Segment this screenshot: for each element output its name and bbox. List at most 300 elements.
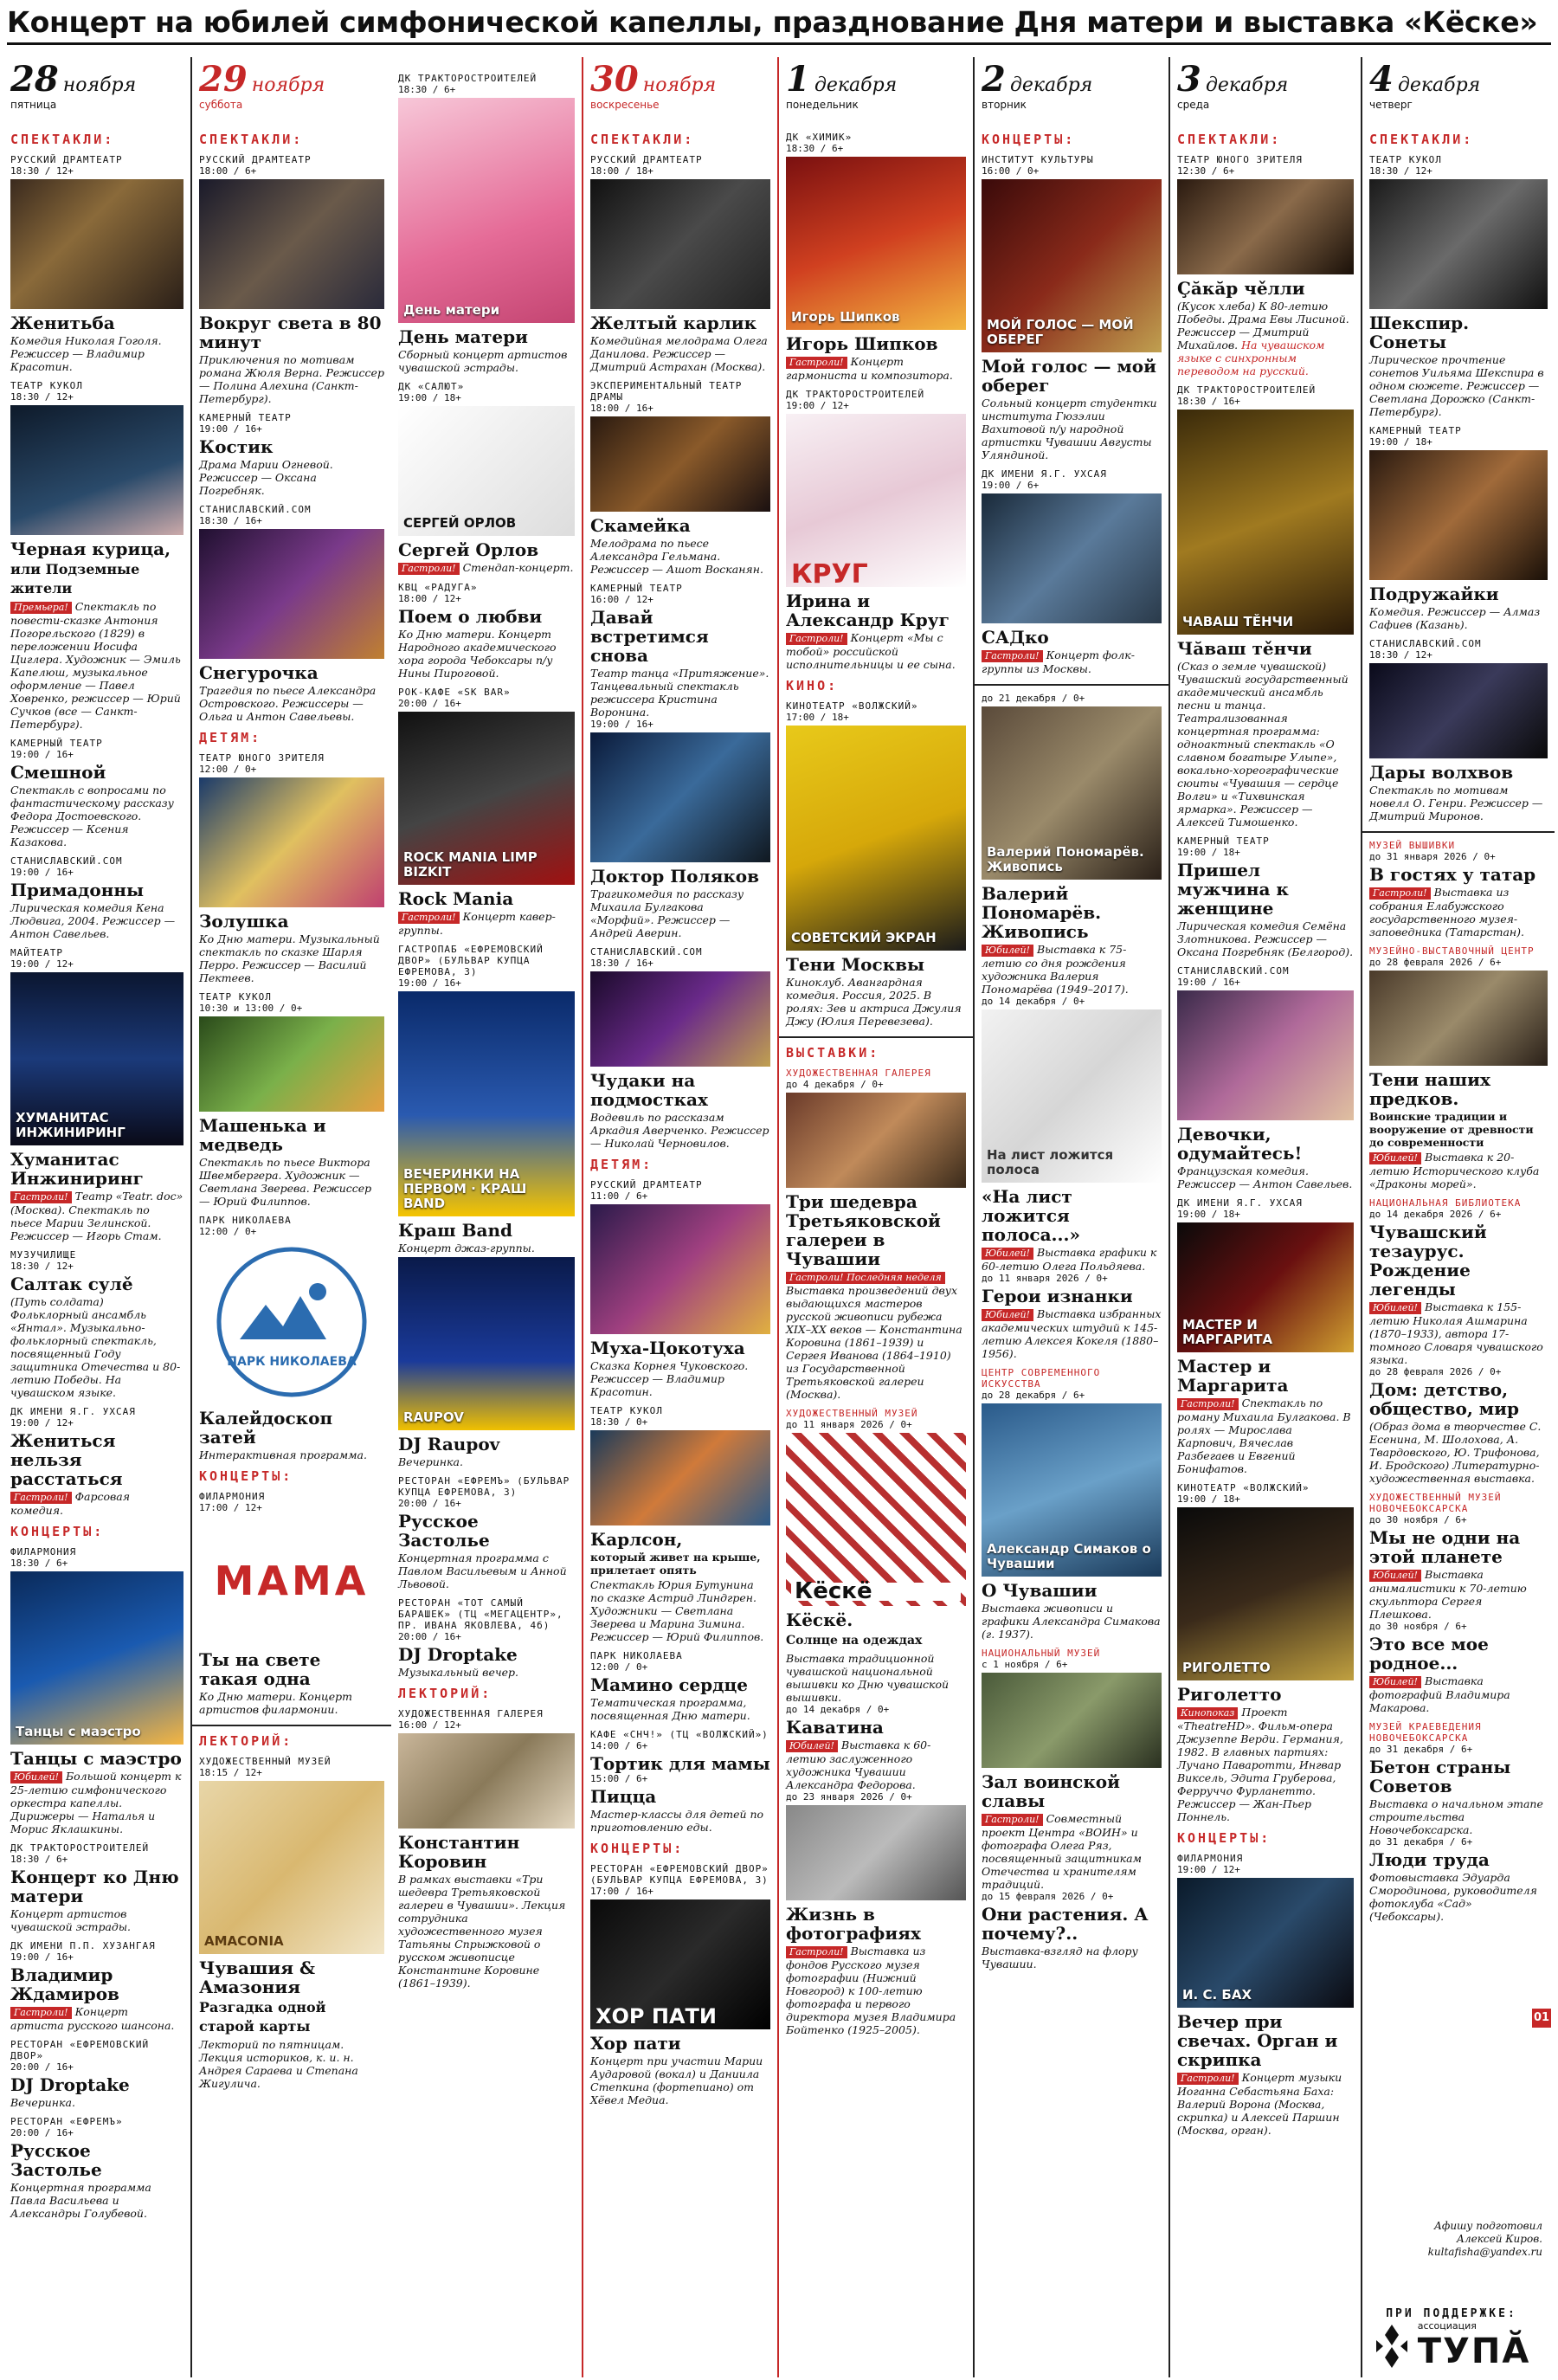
venue: МУЗЕЙНО-ВЫСТАВОЧНЫЙ ЦЕНТР bbox=[1369, 945, 1535, 957]
event-card bbox=[10, 1842, 183, 1933]
venue: СТАНИСЛАВСКИЙ.COM bbox=[199, 504, 312, 515]
event-title: Три шедевра Третьяковской галереи в Чувашии bbox=[786, 1191, 941, 1269]
venue: ТЕАТР ЮНОГО ЗРИТЕЛЯ bbox=[199, 752, 325, 764]
event-title: Чăваш тěнчи bbox=[1177, 638, 1312, 659]
event-title: Мастер и Маргарита bbox=[1177, 1356, 1289, 1396]
status-badge: Гастроли! bbox=[398, 563, 460, 575]
time: 12:00 / 0+ bbox=[199, 764, 257, 775]
venue: ИНСТИТУТ КУЛЬТУРЫ bbox=[982, 154, 1094, 165]
event-photo bbox=[590, 1204, 770, 1334]
event-card bbox=[982, 996, 1162, 1273]
venue: ДК ТРАКТОРОСТРОИТЕЛЕЙ bbox=[10, 1842, 150, 1854]
event-title: Черная курица, bbox=[10, 539, 171, 559]
status-badge: Юбилей! bbox=[1369, 1302, 1421, 1314]
day-column-nov30 bbox=[583, 57, 779, 2377]
event-photo bbox=[786, 1093, 966, 1188]
venue: КИНОТЕАТР «ВОЛЖСКИЙ» bbox=[1177, 1482, 1310, 1493]
event-photo bbox=[199, 777, 384, 907]
event-desc: Гастроли! Стендап-концерт. bbox=[398, 561, 575, 575]
event-card bbox=[1369, 945, 1548, 1190]
day-number: 2 bbox=[982, 59, 1006, 100]
event-title: Каватина bbox=[786, 1717, 884, 1738]
event-title: Вокруг света в 80 минут bbox=[199, 313, 382, 352]
event-card bbox=[982, 1891, 1162, 1970]
time: 19:00 / 16+ bbox=[1177, 977, 1240, 988]
event-desc: Юбилей! Выставка анималистики к 70-летию скульптора Сергея Плешкова. bbox=[1369, 1568, 1527, 1621]
event-photo bbox=[1369, 971, 1548, 1066]
section-lectures: ЛЕКТОРИЙ: bbox=[199, 1733, 293, 1749]
event-desc: Гастроли! Фарсовая комедия. bbox=[10, 1490, 130, 1517]
event-photo bbox=[590, 416, 770, 512]
day-month: декабря bbox=[814, 74, 898, 96]
event-desc: Фотовыставка Эдуарда Смородинова, руководителя фотоклуба «Сад» (Чебоксары). bbox=[1369, 1871, 1537, 1923]
venue: КАМЕРНЫЙ ТЕАТР bbox=[1177, 835, 1270, 847]
event-desc: Юбилей! Выставка к 60-летию заслуженного художника Чувашии Александра Федорова. bbox=[786, 1738, 931, 1791]
event-photo bbox=[1369, 663, 1548, 758]
venue: ХУДОЖЕСТВЕННАЯ ГАЛЕРЕЯ bbox=[398, 1708, 544, 1719]
time: 19:00 / 18+ bbox=[1177, 1209, 1240, 1220]
status-badge: Гастроли! bbox=[10, 1492, 72, 1504]
venue: СТАНИСЛАВСКИЙ.COM bbox=[590, 946, 703, 958]
event-title: Сергей Орлов bbox=[398, 539, 539, 560]
section-concerts: КОНЦЕРТЫ: bbox=[590, 1841, 685, 1856]
event-title: Снегурочка bbox=[199, 662, 319, 683]
status-badge: Юбилей! bbox=[1369, 1152, 1421, 1164]
section-lectures: ЛЕКТОРИЙ: bbox=[398, 1686, 493, 1701]
event-desc: Юбилей! Выставка к 20-летию Исторического клуба «Драконы морей». bbox=[1369, 1151, 1540, 1190]
event-card bbox=[1369, 1492, 1548, 1621]
event-card bbox=[786, 1067, 966, 1401]
event-card bbox=[590, 1650, 770, 1722]
venue: МУЗЕЙ ВЫШИВКИ bbox=[1369, 840, 1456, 851]
event-desc: Гастроли! Концерт фолк-группы из Москвы. bbox=[982, 648, 1135, 675]
event-photo bbox=[982, 493, 1162, 623]
status-badge: Гастроли! bbox=[982, 650, 1043, 662]
event-poster: День матери bbox=[398, 98, 575, 323]
venue: СТАНИСЛАВСКИЙ.COM bbox=[1369, 638, 1482, 649]
section-kids: ДЕТЯМ: bbox=[590, 1157, 653, 1172]
status-badge: Юбилей! bbox=[786, 1740, 838, 1752]
day-weekday: понедельник bbox=[786, 99, 859, 111]
time: 18:00 / 6+ bbox=[199, 165, 257, 177]
time: 18:30 / 12+ bbox=[10, 165, 74, 177]
event-title: Чувашский тезаурус. Рождение легенды bbox=[1369, 1222, 1487, 1300]
event-card bbox=[199, 1491, 384, 1716]
venue: НАЦИОНАЛЬНАЯ БИБЛИОТЕКА bbox=[1369, 1197, 1522, 1209]
event-desc: Мелодрама по пьесе Александра Гельмана. Режиссер — Ашот Восканян. bbox=[590, 537, 763, 576]
event-card bbox=[199, 752, 384, 984]
event-desc: Лекторий по пятницам. Лекция историков, к. и. н. Андрея Сараева и Степана Жигулича. bbox=[199, 2038, 358, 2090]
day-column-dec4 bbox=[1362, 57, 1555, 2377]
venue: ДК ТРАКТОРОСТРОИТЕЛЕЙ bbox=[398, 73, 538, 84]
event-card bbox=[786, 132, 966, 382]
event-title: Подружайки bbox=[1369, 584, 1499, 604]
event-title: Валерий Пономарёв. Живопись bbox=[982, 883, 1102, 942]
status-badge: Гастроли! bbox=[398, 912, 460, 924]
event-desc: Гастроли! Спектакль по роману Михаила Булгакова. В ролях — Мирослава Карпович, Вячеслав Разбегаев и Евгений Бонифатов. bbox=[1177, 1396, 1351, 1475]
venue: СТАНИСЛАВСКИЙ.COM bbox=[10, 855, 123, 867]
venue: МУЗЕЙ КРАЕВЕДЕНИЯ НОВОЧЕБОКСАРСКА bbox=[1369, 1721, 1482, 1744]
event-card bbox=[1177, 384, 1354, 829]
event-desc: Лирическая комедия Семёна Злотникова. Режиссер — Оксана Погребняк (Белгород). bbox=[1177, 919, 1354, 958]
event-title: Танцы с маэстро bbox=[10, 1748, 182, 1769]
event-card bbox=[1369, 1721, 1548, 1836]
section-kids: ДЕТЯМ: bbox=[199, 730, 262, 745]
event-desc: Драма Марии Огневой. Режиссер — Оксана Погребняк. bbox=[199, 458, 333, 497]
event-desc: Гастроли! Концерт артиста русского шансона. bbox=[10, 2005, 175, 2032]
event-card bbox=[1369, 1621, 1548, 1714]
venue: РУССКИЙ ДРАМТЕАТР bbox=[199, 154, 312, 165]
time: 15:00 / 6+ bbox=[590, 1773, 648, 1784]
park-logo-icon bbox=[214, 1244, 370, 1400]
event-desc: Спектакль по мотивам новелл О. Генри. Режиссер — Дмитрий Миронов. bbox=[1369, 784, 1543, 822]
event-desc: (Путь солдата) Фольклорный ансамбль «Янтал». Музыкально-фольклорный спектакль, посвященный Году защитника Отечества и 80-летию Победы. На чувашском языке. bbox=[10, 1295, 181, 1399]
day-month: декабря bbox=[1397, 74, 1481, 96]
event-photo bbox=[590, 179, 770, 309]
event-desc: Гастроли! Последняя неделяВыставка произведений двух выдающихся мастеров русской живописи рубежа XIX–XX веков — Константина Коровина (1861–1939) и Сергея Иванова (1864–1910) из Государственной Третьяковской галереи (Москва). bbox=[786, 1272, 962, 1401]
venue: КАФЕ «СНЧ!» (ТЦ «ВОЛЖСКИЙ») bbox=[590, 1729, 769, 1740]
event-desc: (Сказ о земле чувашской) Чувашский государственный академический ансамбль песни и танца. Театрализованная концертная программа: одноактный спектакль «О славном богатыре Улыпе», вокально-хореографические сюиты «Чувашия — сердце Волги» и «Тихвинская ярмарка». Режиссер — Алексей Тимошенко. bbox=[1177, 660, 1349, 829]
event-title: Шекспир. Сонеты bbox=[1369, 313, 1470, 352]
event-card bbox=[590, 1863, 770, 2106]
event-desc: Комедия. Режиссер — Алмаз Сафиев (Казань). bbox=[1369, 605, 1541, 631]
time: 18:30 / 12+ bbox=[10, 1261, 74, 1272]
event-card bbox=[10, 1249, 183, 1399]
section-plays: СПЕКТАКЛИ: bbox=[590, 132, 695, 147]
time: 14:00 / 6+ bbox=[590, 1740, 648, 1751]
event-poster: РИГОЛЕТТО bbox=[1177, 1507, 1354, 1680]
status-badge: Гастроли! bbox=[1177, 2073, 1239, 2085]
event-subtitle: который живет на крыше, прилетает опять bbox=[590, 1551, 761, 1577]
time: 18:30 / 6+ bbox=[10, 1854, 68, 1865]
time: 11:00 / 6+ bbox=[590, 1190, 648, 1202]
event-desc: Ко Дню матери. Музыкальный спектакль по сказке Шарля Перро. Режиссер — Василий Пектеев. bbox=[199, 932, 380, 984]
venue: ТЕАТР КУКОЛ bbox=[590, 1405, 663, 1416]
event-desc: Концертная программа с Павлом Васильевым и Анной Львовой. bbox=[398, 1551, 567, 1590]
event-title: Мой голос — мой оберег bbox=[982, 356, 1156, 396]
venue: КАМЕРНЫЙ ТЕАТР bbox=[590, 583, 683, 594]
venue: ДК «ХИМИК» bbox=[786, 132, 853, 143]
time: до 4 декабря / 0+ bbox=[786, 1079, 884, 1090]
event-desc: Сказка Корнея Чуковского. Режиссер — Владимир Красотин. bbox=[590, 1359, 749, 1398]
event-poster: КРУГ bbox=[786, 414, 966, 587]
event-desc: Ко Дню матери. Концерт Народного академического хора города Чебоксары п/у Нины Пироговой. bbox=[398, 628, 557, 680]
event-title: Скамейка bbox=[590, 515, 691, 536]
event-poster: ВЕЧЕРИНКИ НА ПЕРВОМ · КРАШ BAND bbox=[398, 991, 575, 1216]
event-desc: Вечеринка. bbox=[398, 1455, 463, 1468]
event-title: Давай встретимся снова bbox=[590, 607, 709, 666]
event-poster: МОЙ ГОЛОС — МОЙ ОБЕРЕГ bbox=[982, 179, 1162, 352]
event-desc: Выставка-взгляд на флору Чувашии. bbox=[982, 1945, 1138, 1970]
event-poster: СЕРГЕЙ ОРЛОВ bbox=[398, 406, 575, 536]
time: 18:30 / 12+ bbox=[1369, 649, 1432, 661]
event-title: Тени Москвы bbox=[786, 954, 925, 975]
day-header bbox=[982, 57, 1162, 125]
event-desc: Лирическое прочтение сонетов Уильяма Шекспира в одном сюжете. Режиссер — Светлана Дорожко (Санкт-Петербург). bbox=[1369, 353, 1544, 418]
venue: РУССКИЙ ДРАМТЕАТР bbox=[590, 154, 703, 165]
event-desc: (Образ дома в творчестве С. Есенина, М. Шолохова, А. Твардовского, Ю. Трифонова, И. Бродского) Литературно-художественная выставка. bbox=[1369, 1420, 1542, 1485]
day-month: декабря bbox=[1009, 74, 1093, 96]
time: до 14 декабря / 0+ bbox=[786, 1704, 890, 1715]
event-card bbox=[398, 582, 575, 680]
event-subtitle: Солнце на одеждах bbox=[786, 1634, 923, 1648]
event-card bbox=[590, 1179, 770, 1398]
event-card bbox=[786, 1408, 966, 1704]
event-title: Доктор Поляков bbox=[590, 866, 760, 887]
event-desc: Юбилей! Большой концерт к 25-летию симфонического оркестра капеллы. Дирижеры — Наталья и Морис Яклашкины. bbox=[10, 1770, 182, 1835]
event-poster: RAUPOV bbox=[398, 1257, 575, 1430]
time: 19:00 / 18+ bbox=[1177, 847, 1240, 858]
time: 16:00 / 0+ bbox=[982, 165, 1040, 177]
venue: ХУДОЖЕСТВЕННЫЙ МУЗЕЙ НОВОЧЕБОКСАРСКА bbox=[1369, 1492, 1502, 1514]
event-card bbox=[1177, 835, 1354, 958]
day-number: 30 bbox=[590, 59, 639, 100]
event-desc: Юбилей! Выставка к 155-летию Николая Ашмарина (1870–1933), автора 17-томного Словаря чувашского языка. bbox=[1369, 1300, 1543, 1366]
event-poster: МАМА bbox=[199, 1516, 384, 1646]
venue: ПАРК НИКОЛАЕВА bbox=[590, 1650, 683, 1661]
event-title: «На лист ложится полоса...» bbox=[982, 1186, 1080, 1245]
venue: ДК ИМЕНИ Я.Г. УХСАЯ bbox=[10, 1406, 136, 1417]
event-title: Ты на свете такая одна bbox=[199, 1649, 321, 1689]
time: с 1 ноября / 6+ bbox=[982, 1659, 1068, 1670]
venue: ФИЛАРМОНИЯ bbox=[10, 1546, 77, 1558]
venue: КАМЕРНЫЙ ТЕАТР bbox=[1369, 425, 1462, 436]
event-title: Константин Коровин bbox=[398, 1832, 520, 1872]
time: 19:00 / 12+ bbox=[786, 400, 849, 411]
svg-text:ПАРК НИКОЛАЕВА: ПАРК НИКОЛАЕВА bbox=[227, 1355, 357, 1369]
venue: ТЕАТР КУКОЛ bbox=[199, 991, 272, 1003]
event-card bbox=[1177, 154, 1354, 377]
event-card bbox=[982, 1648, 1162, 1891]
page-number-badge: 01 bbox=[1532, 2009, 1551, 2028]
event-desc: Водевиль по рассказам Аркадия Аверченко. Режиссер — Николай Черновилов. bbox=[590, 1111, 769, 1150]
status-badge: Гастроли! bbox=[1177, 1398, 1239, 1410]
event-card bbox=[786, 1704, 966, 1791]
event-poster: СОВЕТСКИЙ ЭКРАН bbox=[786, 726, 966, 951]
event-title: Игорь Шипков bbox=[786, 333, 938, 354]
event-title: Çăкăр чěлли bbox=[1177, 278, 1305, 299]
time: 12:00 / 0+ bbox=[590, 1661, 648, 1673]
time: 19:00 / 18+ bbox=[1177, 1493, 1240, 1505]
event-photo bbox=[786, 1805, 966, 1900]
event-card bbox=[398, 687, 575, 937]
venue: КАМЕРНЫЙ ТЕАТР bbox=[10, 738, 103, 749]
event-desc: Гастроли! Театр «Teatr. doc» (Москва). Спектакль по пьесе Марии Зелинской. Режиссер — Игорь Стам. bbox=[10, 1190, 183, 1242]
event-title: Мы не одни на этой планете bbox=[1369, 1527, 1521, 1567]
day-month: декабря bbox=[1205, 74, 1289, 96]
event-desc: Гастроли! Концерт музыки Иоганна Себастьяна Баха: Валерий Ворона (Москва, скрипка) и Алексей Паршин (Москва, орган). bbox=[1177, 2071, 1342, 2137]
time: 19:00 / 12+ bbox=[10, 1417, 74, 1429]
event-poster: AMACONIA bbox=[199, 1781, 384, 1954]
day-column-nov29-b bbox=[391, 57, 583, 2377]
event-desc: Гастроли! Концерт «Мы с тобой» российской исполнительницы и ее сына. bbox=[786, 631, 956, 671]
day-header bbox=[1177, 57, 1354, 125]
day-header bbox=[1369, 57, 1548, 125]
venue: ТЕАТР КУКОЛ bbox=[10, 380, 83, 391]
time: до 11 января 2026 / 0+ bbox=[982, 1273, 1108, 1284]
event-photo bbox=[199, 179, 384, 309]
event-title: Русское Застолье bbox=[10, 2140, 102, 2180]
section-plays: СПЕКТАКЛИ: bbox=[199, 132, 304, 147]
time: до 31 января 2026 / 0+ bbox=[1369, 851, 1496, 862]
venue: РУССКИЙ ДРАМТЕАТР bbox=[10, 154, 123, 165]
event-photo bbox=[10, 405, 183, 535]
event-desc: Гастроли! Совместный проект Центра «ВОИН» и фотографа Олега Ряз, посвященный защитникам Отечества и хранителям традиций. bbox=[982, 1812, 1142, 1891]
time: до 21 декабря / 0+ bbox=[982, 693, 1085, 704]
time: 18:30 / 12+ bbox=[1369, 165, 1432, 177]
venue: ФИЛАРМОНИЯ bbox=[199, 1491, 266, 1502]
time: до 15 февраля 2026 / 0+ bbox=[982, 1891, 1114, 1902]
event-desc: Трагедия по пьесе Александра Островского. Режиссеры — Ольга и Антон Савельевы. bbox=[199, 684, 377, 723]
event-card bbox=[590, 1729, 770, 1773]
time: 18:30 / 0+ bbox=[590, 1416, 648, 1428]
event-card bbox=[10, 2116, 183, 2220]
status-badge: Гастроли! bbox=[786, 1946, 847, 1958]
sponsor-label: ПРИ ПОДДЕРЖКЕ: bbox=[1386, 2307, 1517, 2320]
event-title: Женитьба bbox=[10, 313, 115, 333]
day-number: 1 bbox=[786, 59, 810, 100]
event-title: Машенька и медведь bbox=[199, 1115, 326, 1155]
status-badge: Гастроли! bbox=[786, 633, 847, 645]
time: 18:30 / 12+ bbox=[10, 391, 74, 403]
event-title: Концерт ко Дню матери bbox=[10, 1867, 179, 1906]
event-poster: МАСТЕР И МАРГАРИТА bbox=[1177, 1222, 1354, 1352]
venue: ХУДОЖЕСТВЕННАЯ ГАЛЕРЕЯ bbox=[786, 1067, 931, 1079]
venue: ЦЕНТР СОВРЕМЕННОГО ИСКУССТВА bbox=[982, 1367, 1101, 1390]
time: до 28 декабря / 6+ bbox=[982, 1390, 1085, 1401]
event-photo bbox=[590, 971, 770, 1067]
event-desc: Комедийная мелодрама Олега Данилова. Режиссер — Дмитрий Астрахан (Москва). bbox=[590, 334, 768, 373]
event-card bbox=[1177, 1853, 1354, 2137]
event-card bbox=[982, 1273, 1162, 1360]
event-title: Ирина и Александр Круг bbox=[786, 590, 950, 630]
event-title: Пицца bbox=[590, 1786, 657, 1807]
venue: РУССКИЙ ДРАМТЕАТР bbox=[590, 1179, 703, 1190]
event-desc: Спектакль Юрия Бутунина по сказке Астрид Линдгрен. Художники — Светлана Зверева и Марина Зимина. Режиссер — Юрий Филиппов. bbox=[590, 1578, 764, 1643]
event-poster: Александр Симаков о Чувашии bbox=[982, 1403, 1162, 1577]
event-card bbox=[10, 154, 183, 373]
event-card bbox=[199, 991, 384, 1208]
event-card bbox=[1369, 154, 1548, 418]
event-desc: Концерт артистов чувашской эстрады. bbox=[10, 1907, 131, 1933]
day-header bbox=[199, 57, 384, 125]
time: 19:00 / 16+ bbox=[199, 423, 262, 435]
status-badge: Юбилей! bbox=[1369, 1676, 1421, 1688]
event-card bbox=[1369, 1366, 1548, 1485]
venue: ДК ИМЕНИ Я.Г. УХСАЯ bbox=[1177, 1197, 1303, 1209]
event-card bbox=[398, 944, 575, 1254]
time: 10:30 и 13:00 / 0+ bbox=[199, 1003, 303, 1014]
venue: КАМЕРНЫЙ ТЕАТР bbox=[199, 412, 292, 423]
time: 20:00 / 16+ bbox=[10, 2061, 74, 2073]
time: до 30 ноября / 6+ bbox=[1369, 1514, 1467, 1525]
event-photo bbox=[398, 1733, 575, 1829]
venue: ПАРК НИКОЛАЕВА bbox=[199, 1215, 292, 1226]
event-desc: Юбилей! Выставка избранных академических штудий к 145-летию Алексея Кокеля (1880–1956). bbox=[982, 1307, 1162, 1360]
event-title: Жизнь в фотографиях bbox=[786, 1904, 921, 1944]
event-card bbox=[199, 1215, 384, 1461]
event-poster: ROCK MANIA LIMP BIZKIT bbox=[398, 712, 575, 885]
event-card bbox=[982, 1367, 1162, 1641]
event-title: DJ Droptake bbox=[10, 2074, 130, 2095]
event-title: Костик bbox=[199, 436, 274, 457]
time: 19:00 / 16+ bbox=[10, 749, 74, 760]
time: 17:00 / 18+ bbox=[786, 712, 849, 723]
event-card bbox=[10, 2039, 183, 2109]
event-desc: Киноклуб. Авангардная комедия. Россия, 2025. В ролях: Зев и актриса Джулия Джу (Юлия Перевезева). bbox=[786, 976, 962, 1028]
time: до 23 января 2026 / 0+ bbox=[786, 1791, 912, 1803]
event-card bbox=[199, 412, 384, 497]
event-desc: Юбилей! Выставка к 75-летию со дня рождения художника Валерия Пономарёва (1949–2017). bbox=[982, 943, 1129, 996]
event-title: Зал воинской славы bbox=[982, 1771, 1120, 1811]
section-divider bbox=[779, 1036, 973, 1038]
event-desc: Выставка о начальном этапе строительства Новочебоксарска. bbox=[1369, 1797, 1543, 1836]
ornament-icon bbox=[1373, 2323, 1411, 2370]
event-desc: Кинопоказ Проект «TheatreHD». Фильм-опера Джузеппе Верди. Германия, 1982. В главных партиях: Лучано Паваротти, Ингвар Виксель, Эдита Груберова, Ферруччо Фурланетто. Режиссер — Жан-Пьер Поннель. bbox=[1177, 1706, 1343, 1823]
status-badge: Юбилей! bbox=[982, 1309, 1033, 1321]
event-title: Поем о любви bbox=[398, 606, 543, 627]
event-poster: И. С. БАХ bbox=[1177, 1878, 1354, 2008]
venue: МУЗУЧИЛИЩЕ bbox=[10, 1249, 77, 1261]
event-title: Тортик для мамы bbox=[590, 1753, 770, 1774]
event-poster: Кёскё bbox=[786, 1433, 966, 1606]
day-weekday: вторник bbox=[982, 99, 1027, 111]
event-title: Жениться нельзя расстаться bbox=[10, 1430, 123, 1489]
section-concerts: КОНЦЕРТЫ: bbox=[199, 1468, 293, 1484]
event-desc: Театр танца «Притяжение». Танцевальный спектакль режиссера Кристина Воронина. bbox=[590, 667, 769, 719]
event-card bbox=[10, 738, 183, 848]
event-title: Вечер при свечах. Орган и скрипка bbox=[1177, 2011, 1338, 2070]
event-title: Люди труда bbox=[1369, 1849, 1490, 1870]
venue: ХУДОЖЕСТВЕННЫЙ МУЗЕЙ bbox=[199, 1756, 332, 1767]
time: 18:30 / 16+ bbox=[199, 515, 262, 526]
venue: МАЙТЕАТР bbox=[10, 947, 63, 958]
event-card bbox=[398, 381, 575, 575]
event-photo bbox=[199, 529, 384, 659]
time: до 31 декабря / 6+ bbox=[1369, 1836, 1473, 1848]
event-title: САДко bbox=[982, 627, 1049, 648]
event-title: Калейдоскоп затей bbox=[199, 1408, 333, 1448]
event-desc: Интерактивная программа. bbox=[199, 1448, 367, 1461]
venue: КИНОТЕАТР «ВОЛЖСКИЙ» bbox=[786, 700, 918, 712]
day-column-dec1 bbox=[779, 57, 975, 2377]
event-card bbox=[199, 154, 384, 405]
venue: ФИЛАРМОНИЯ bbox=[1177, 1853, 1244, 1864]
event-card bbox=[590, 1773, 770, 1834]
event-card bbox=[398, 1597, 575, 1679]
credits-email[interactable]: kultafisha@yandex.ru bbox=[1427, 2246, 1542, 2258]
status-badge: Гастроли! bbox=[786, 357, 847, 369]
venue: НАЦИОНАЛЬНЫЙ МУЗЕЙ bbox=[982, 1648, 1101, 1659]
event-title: Мамино сердце bbox=[590, 1674, 748, 1695]
section-plays: СПЕКТАКЛИ: bbox=[1177, 132, 1282, 147]
event-poster: ХОР ПАТИ bbox=[590, 1899, 770, 2029]
event-title: Примадонны bbox=[10, 880, 145, 900]
event-desc: Юбилей! Выставка фотографий Владимира Макарова. bbox=[1369, 1674, 1510, 1714]
credits-author: Алексей Киров. bbox=[1456, 2233, 1542, 2245]
event-title: Владимир Ждамиров bbox=[10, 1964, 119, 2004]
venue: ДК ТРАКТОРОСТРОИТЕЛЕЙ bbox=[1177, 384, 1317, 396]
venue: СТАНИСЛАВСКИЙ.COM bbox=[1177, 965, 1290, 977]
event-card bbox=[982, 693, 1162, 996]
time: 20:00 / 16+ bbox=[398, 698, 461, 709]
schedule-grid bbox=[3, 57, 1555, 2377]
event-card bbox=[590, 719, 770, 939]
day-header bbox=[786, 57, 966, 125]
event-card bbox=[10, 855, 183, 940]
event-title: Герои изнанки bbox=[982, 1286, 1133, 1306]
event-title: Чувашия & Амазония bbox=[199, 1958, 316, 1997]
